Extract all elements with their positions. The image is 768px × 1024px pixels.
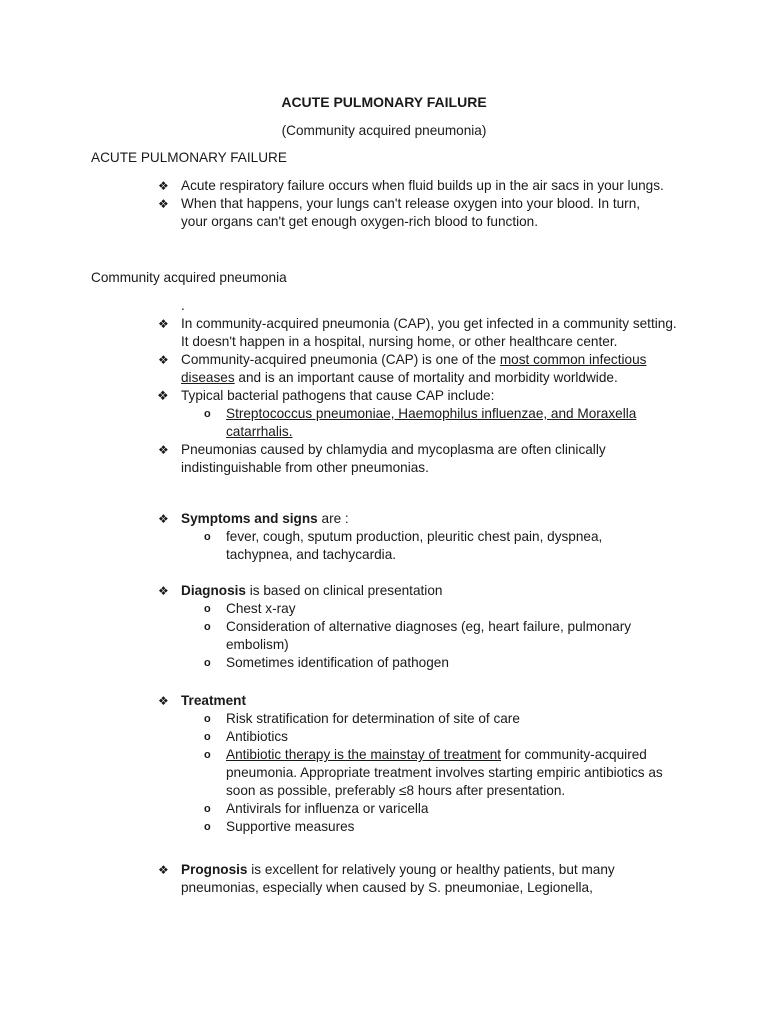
treatment-block [0,692,768,836]
circle-bullet-icon: o [204,821,211,833]
list-item: ❖ Treatment [158,693,246,708]
diamond-bullet-icon: ❖ [158,584,169,598]
sub-list-item: o Antibiotics [204,729,288,744]
circle-bullet-icon: o [204,603,211,615]
section2-list [0,315,768,477]
list-item: ❖ Prognosis is excellent for relatively young or healthy patients, but many pneumonias, especially when caused by S. pneumoniae, Legionella, [158,862,615,895]
symptoms-block [0,510,768,564]
circle-bullet-icon: o [204,749,211,761]
list-item: ❖ Pneumonias caused by chlamydia and mycoplasma are often clinically indistinguishable from other pneumonias. [158,442,606,475]
list-item: ❖ Typical bacterial pathogens that cause CAP include: [157,388,495,403]
circle-bullet-icon: o [204,803,211,815]
sub-list-item [0,405,656,441]
page-title: ACUTE PULMONARY FAILURE [281,94,487,110]
underlined-phrase: most common infectious diseases [181,352,647,385]
sub-list-item: o Risk stratification for determination of site of care [204,711,520,726]
diagnosis-block [0,582,768,672]
diamond-bullet-icon: ❖ [158,863,169,877]
sub-list-item: o Antivirals for influenza or varicella [204,801,429,816]
prognosis-block [0,861,768,897]
sub-list-item: o Antibiotic therapy is the mainstay of treatment for community-acquired pneumonia. Appropriate treatment involves starting empiric antibiotics as soon as possible, preferably ≤8 hours after presentation. [204,747,663,798]
circle-bullet-icon: o [204,657,211,669]
circle-bullet-icon: o [204,531,211,543]
diamond-bullet-icon: ❖ [158,512,169,526]
page-subtitle: (Community acquired pneumonia) [281,123,487,138]
list-item: ❖ Diagnosis is based on clinical presentation [158,583,443,598]
circle-bullet-icon: o [204,731,211,743]
sub-list-item: o Chest x-ray [204,601,296,616]
sub-list-item: o fever, cough, sputum production, pleuritic chest pain, dyspnea, tachypnea, and tachycardia. [204,529,603,562]
sub-list-item: o Sometimes identification of pathogen [204,655,449,670]
list-item: ❖ Community-acquired pneumonia (CAP) is one of the most common infectious diseases and is an important cause of mortality and morbidity worldwide. [158,352,647,385]
stray-dot: . [181,298,185,313]
diamond-bullet-icon: ❖ [158,197,169,211]
list-item: ❖ Symptoms and signs are : [158,511,349,526]
circle-bullet-icon: o [204,621,211,633]
section-heading-acute-pulmonary-failure: ACUTE PULMONARY FAILURE [91,150,287,165]
diamond-bullet-icon: ❖ [158,694,169,708]
underlined-phrase: Streptococcus pneumoniae, Haemophilus influenzae, and Moraxella catarrhalis. [226,406,637,439]
diamond-bullet-icon: ❖ [158,443,169,457]
section-heading-community-acquired-pneumonia: Community acquired pneumonia [91,270,287,285]
list-item: ❖ Acute respiratory failure occurs when fluid builds up in the air sacs in your lungs. [158,178,664,193]
sub-list-item: o Consideration of alternative diagnoses (eg, heart failure, pulmonary embolism) [204,619,632,652]
diamond-bullet-icon: ❖ [157,388,169,403]
diamond-bullet-icon: ❖ [158,317,169,331]
circle-bullet-icon: o [204,408,211,420]
sub-list-item: o Supportive measures [204,819,355,834]
section1-list [0,177,768,231]
underlined-phrase: Antibiotic therapy is the mainstay of treatment [226,747,502,762]
list-item: ❖ In community-acquired pneumonia (CAP), you get infected in a community setting. It doesn't happen in a hospital, nursing home, or other healthcare center. [158,316,677,349]
list-item: ❖ When that happens, your lungs can't release oxygen into your blood. In turn, your organs can't get enough oxygen-rich blood to function. [158,196,641,229]
circle-bullet-icon: o [204,713,211,725]
diamond-bullet-icon: ❖ [158,179,169,193]
diamond-bullet-icon: ❖ [158,353,169,367]
